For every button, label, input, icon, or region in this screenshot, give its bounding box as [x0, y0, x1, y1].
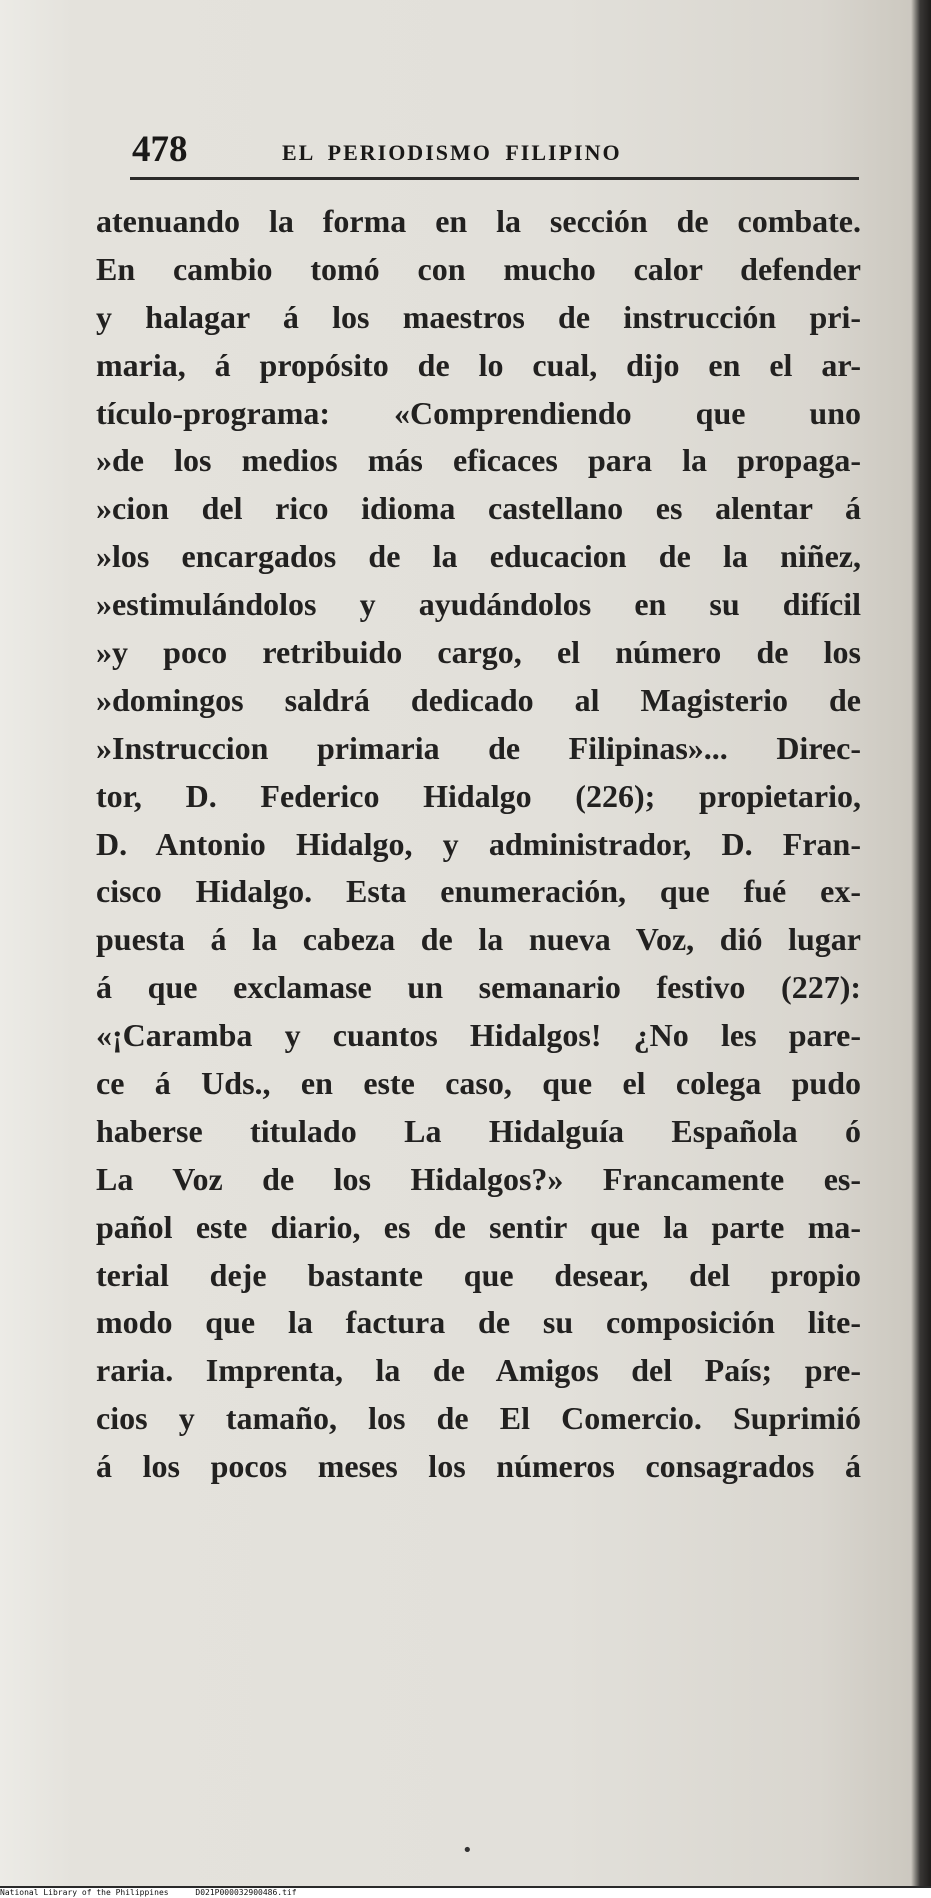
- body-text: [96, 198, 861, 1491]
- footer-mark: •: [462, 1840, 473, 1861]
- text-line: »cion del rico idioma castellano es alentar á: [96, 490, 861, 527]
- text-line: maria, á propósito de lo cual, dijo en el ar-: [96, 346, 861, 383]
- text-line: pañol este diario, es de sentir que la parte ma-: [96, 1208, 861, 1245]
- page-spine-shadow: [911, 0, 931, 1888]
- text-line: »y poco retribuido cargo, el número de los: [96, 634, 861, 671]
- text-line: cios y tamaño, los de El Comercio. Suprimió: [96, 1400, 861, 1437]
- text-line: »Instruccion primaria de Filipinas»... Direc-: [96, 729, 861, 766]
- running-title: EL PERIODISMO FILIPINO: [282, 140, 622, 165]
- scan-caption: [0, 1888, 931, 1898]
- text-line: ce á Uds., en este caso, que el colega pudo: [96, 1065, 861, 1102]
- text-line: »estimulándolos y ayudándolos en su difícil: [96, 586, 861, 623]
- text-line: á los pocos meses los números consagrados á: [96, 1448, 861, 1485]
- text-line: modo que la factura de su composición lite-: [96, 1304, 861, 1341]
- scan-file-name: D021P000032900486.tif: [195, 1888, 297, 1897]
- text-line: puesta á la cabeza de la nueva Voz, dió lugar: [96, 921, 861, 958]
- text-line: «¡Caramba y cuantos Hidalgos! ¿No les pare-: [96, 1017, 861, 1054]
- text-line: »domingos saldrá dedicado al Magisterio de: [96, 681, 861, 718]
- text-line: cisco Hidalgo. Esta enumeración, que fué ex-: [96, 873, 861, 910]
- text-line: haberse titulado La Hidalguía Española ó: [96, 1112, 861, 1149]
- text-line: En cambio tomó con mucho calor defender: [96, 250, 861, 287]
- text-line: »los encargados de la educacion de la niñez,: [96, 538, 861, 575]
- header-rule: [130, 177, 859, 180]
- scan-source: National Library of the Philippines: [0, 1888, 169, 1897]
- page-header: [132, 128, 858, 172]
- text-line: tor, D. Federico Hidalgo (226); propietario,: [96, 777, 861, 814]
- text-line: D. Antonio Hidalgo, y administrador, D. Fran-: [96, 825, 861, 862]
- page-number: 478: [132, 129, 188, 170]
- text-line: raria. Imprenta, la de Amigos del País; pre-: [96, 1352, 861, 1389]
- text-line: y halagar á los maestros de instrucción pri-: [96, 298, 861, 335]
- text-line: terial deje bastante que desear, del propio: [96, 1256, 861, 1293]
- text-line: á que exclamase un semanario festivo (227):: [96, 969, 861, 1006]
- text-line: »de los medios más eficaces para la propaga-: [96, 442, 861, 479]
- text-line: La Voz de los Hidalgos?» Francamente es-: [96, 1160, 861, 1197]
- text-line: tículo-programa: «Comprendiendo que uno: [96, 394, 861, 431]
- text-line: atenuando la forma en la sección de combate.: [96, 203, 861, 239]
